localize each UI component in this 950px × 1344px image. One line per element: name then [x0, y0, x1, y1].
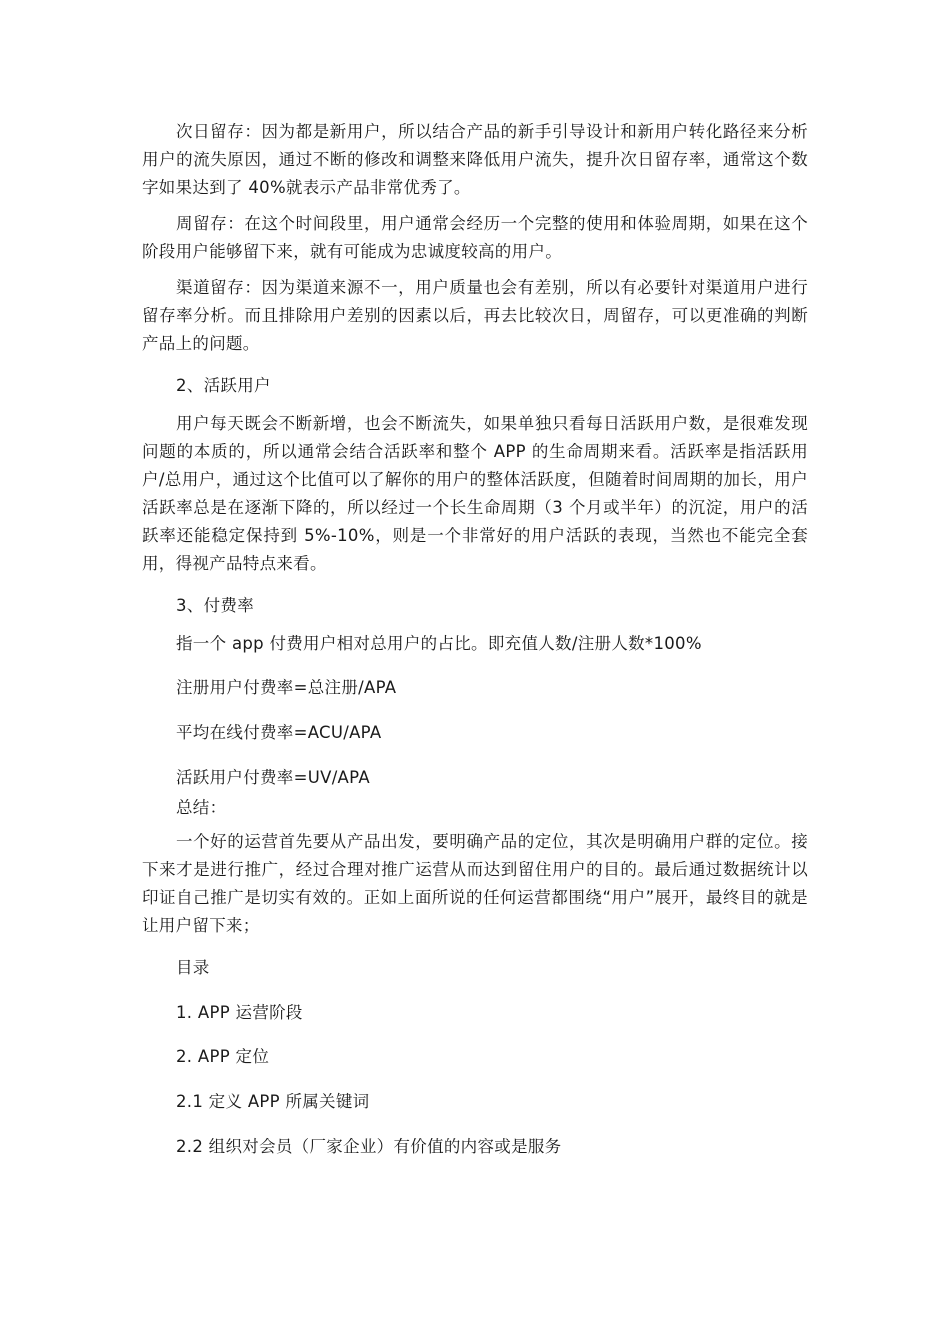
toc-item: 2. APP 定位 [176, 1047, 270, 1066]
summary-label: 总结： [176, 798, 227, 817]
paragraph-next-day-retention: 次日留存：因为都是新用户，所以结合产品的新手引导设计和新用户转化路径来分析用户的流失原因，通过不断的修改和调整来降低用户流失，提升次日留存率，通常这个数字如果达到了 40%就表示产品非常优秀了。 [142, 122, 808, 197]
formula-online-pay-rate: 平均在线付费率=ACU/APA [176, 723, 382, 742]
pay-rate-definition: 指一个 app 付费用户相对总用户的占比。即充值人数/注册人数*100% [176, 634, 702, 653]
paragraph-channel-retention: 渠道留存：因为渠道来源不一，用户质量也会有差别，所以有必要针对渠道用户进行留存率分析。而且排除用户差别的因素以后，再去比较次日，周留存，可以更准确的判断产品上的问题。 [142, 278, 808, 353]
heading-active-users: 2、活跃用户 [176, 376, 271, 395]
formula-registered-pay-rate: 注册用户付费率=总注册/APA [176, 678, 397, 697]
document-body [142, 118, 808, 1161]
paragraph-summary: 一个好的运营首先要从产品出发，要明确产品的定位，其次是明确用户群的定位。接下来才是进行推广，经过合理对推广运营从而达到留住用户的目的。最后通过数据统计以印证自己推广是切实有效的。正如上面所说的任何运营都围绕“用户”展开，最终目的就是让用户留下来； [142, 832, 808, 935]
formula-active-pay-rate: 活跃用户付费率=UV/APA [176, 768, 370, 787]
toc-item: 2.1 定义 APP 所属关键词 [176, 1092, 370, 1111]
paragraph-week-retention: 周留存：在这个时间段里，用户通常会经历一个完整的使用和体验周期，如果在这个阶段用户能够留下来，就有可能成为忠诚度较高的用户。 [142, 214, 808, 261]
toc-item: 1. APP 运营阶段 [176, 1003, 303, 1022]
toc-label: 目录 [176, 958, 210, 977]
paragraph-active-users: 用户每天既会不断新增，也会不断流失，如果单独只看每日活跃用户数，是很难发现问题的本质的，所以通常会结合活跃率和整个 APP 的生命周期来看。活跃率是指活跃用户/总用户，通过这个比值可以了解你的用户的整体活跃度，但随着时间周期的加长，用户活跃率总是在逐渐下降的，所以经过一个长生命周期（3 个月或半年）的沉淀，用户的活跃率还能稳定保持到 5%-10%，则是一个非常好的用户活跃的表现，当然也不能完全套用，得视产品特点来看。 [142, 414, 808, 573]
heading-pay-rate: 3、付费率 [176, 596, 254, 615]
toc-item: 2.2 组织对会员（厂家企业）有价值的内容或是服务 [176, 1137, 562, 1156]
